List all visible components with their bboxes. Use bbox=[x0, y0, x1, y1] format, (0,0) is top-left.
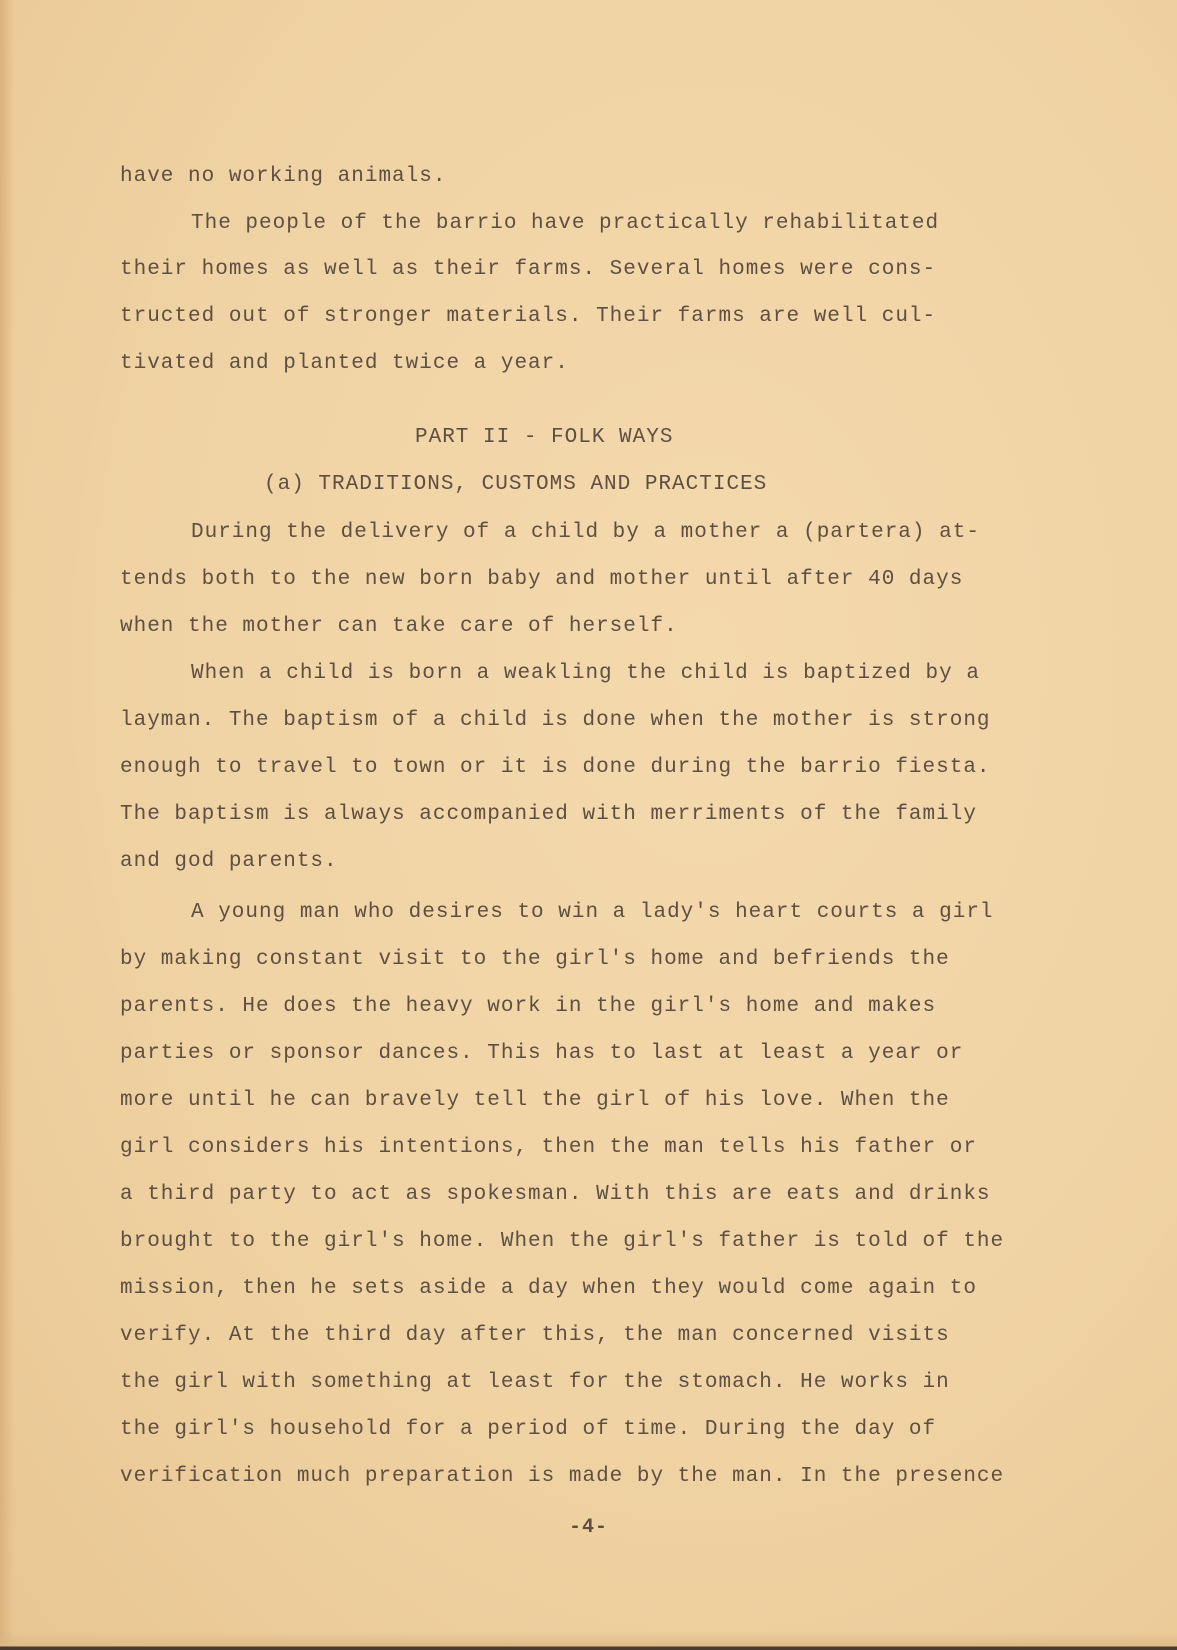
text-line: and god parents. bbox=[120, 850, 338, 873]
text-line: The people of the barrio have practically rehabilitated bbox=[191, 212, 940, 235]
text-line: verify. At the third day after this, the man concerned visits bbox=[120, 1324, 950, 1347]
text-line: a third party to act as spokesman. With this are eats and drinks bbox=[120, 1183, 991, 1206]
text-line: brought to the girl's home. When the girl's father is told of the bbox=[120, 1230, 1005, 1253]
text-line: parties or sponsor dances. This has to last at least a year or bbox=[120, 1042, 964, 1065]
paper-edge-shadow bbox=[0, 0, 14, 1650]
text-line: When a child is born a weakling the child is baptized by a bbox=[191, 662, 980, 685]
text-line: tends both to the new born baby and mother until after 40 days bbox=[120, 568, 964, 591]
paper-bottom-edge bbox=[0, 1632, 1177, 1650]
text-line: mission, then he sets aside a day when they would come again to bbox=[120, 1277, 977, 1300]
section-heading: PART II - FOLK WAYS bbox=[415, 426, 674, 449]
text-line: parents. He does the heavy work in the girl's home and makes bbox=[120, 995, 937, 1018]
text-line: girl considers his intentions, then the man tells his father or bbox=[120, 1136, 977, 1159]
subsection-heading: (a) TRADITIONS, CUSTOMS AND PRACTICES bbox=[264, 473, 768, 496]
text-line: The baptism is always accompanied with merriments of the family bbox=[120, 803, 977, 826]
text-line: verification much preparation is made by the man. In the presence bbox=[120, 1465, 1005, 1488]
text-line: tivated and planted twice a year. bbox=[120, 352, 569, 375]
text-line: when the mother can take care of herself. bbox=[120, 615, 678, 638]
text-line: the girl with something at least for the stomach. He works in bbox=[120, 1371, 950, 1394]
text-line: enough to travel to town or it is done during the barrio fiesta. bbox=[120, 756, 991, 779]
text-line: their homes as well as their farms. Several homes were cons- bbox=[120, 258, 937, 281]
text-line: the girl's household for a period of time. During the day of bbox=[120, 1418, 937, 1441]
text-line: by making constant visit to the girl's home and befriends the bbox=[120, 948, 950, 971]
page-number: -4- bbox=[568, 1516, 608, 1539]
text-line: layman. The baptism of a child is done when the mother is strong bbox=[120, 709, 991, 732]
text-line: tructed out of stronger materials. Their farms are well cul- bbox=[120, 305, 937, 328]
text-line: have no working animals. bbox=[120, 165, 447, 188]
text-line: more until he can bravely tell the girl of his love. When the bbox=[120, 1089, 950, 1112]
text-line: During the delivery of a child by a mother a (partera) at- bbox=[191, 521, 980, 544]
text-line: A young man who desires to win a lady's heart courts a girl bbox=[191, 901, 994, 924]
